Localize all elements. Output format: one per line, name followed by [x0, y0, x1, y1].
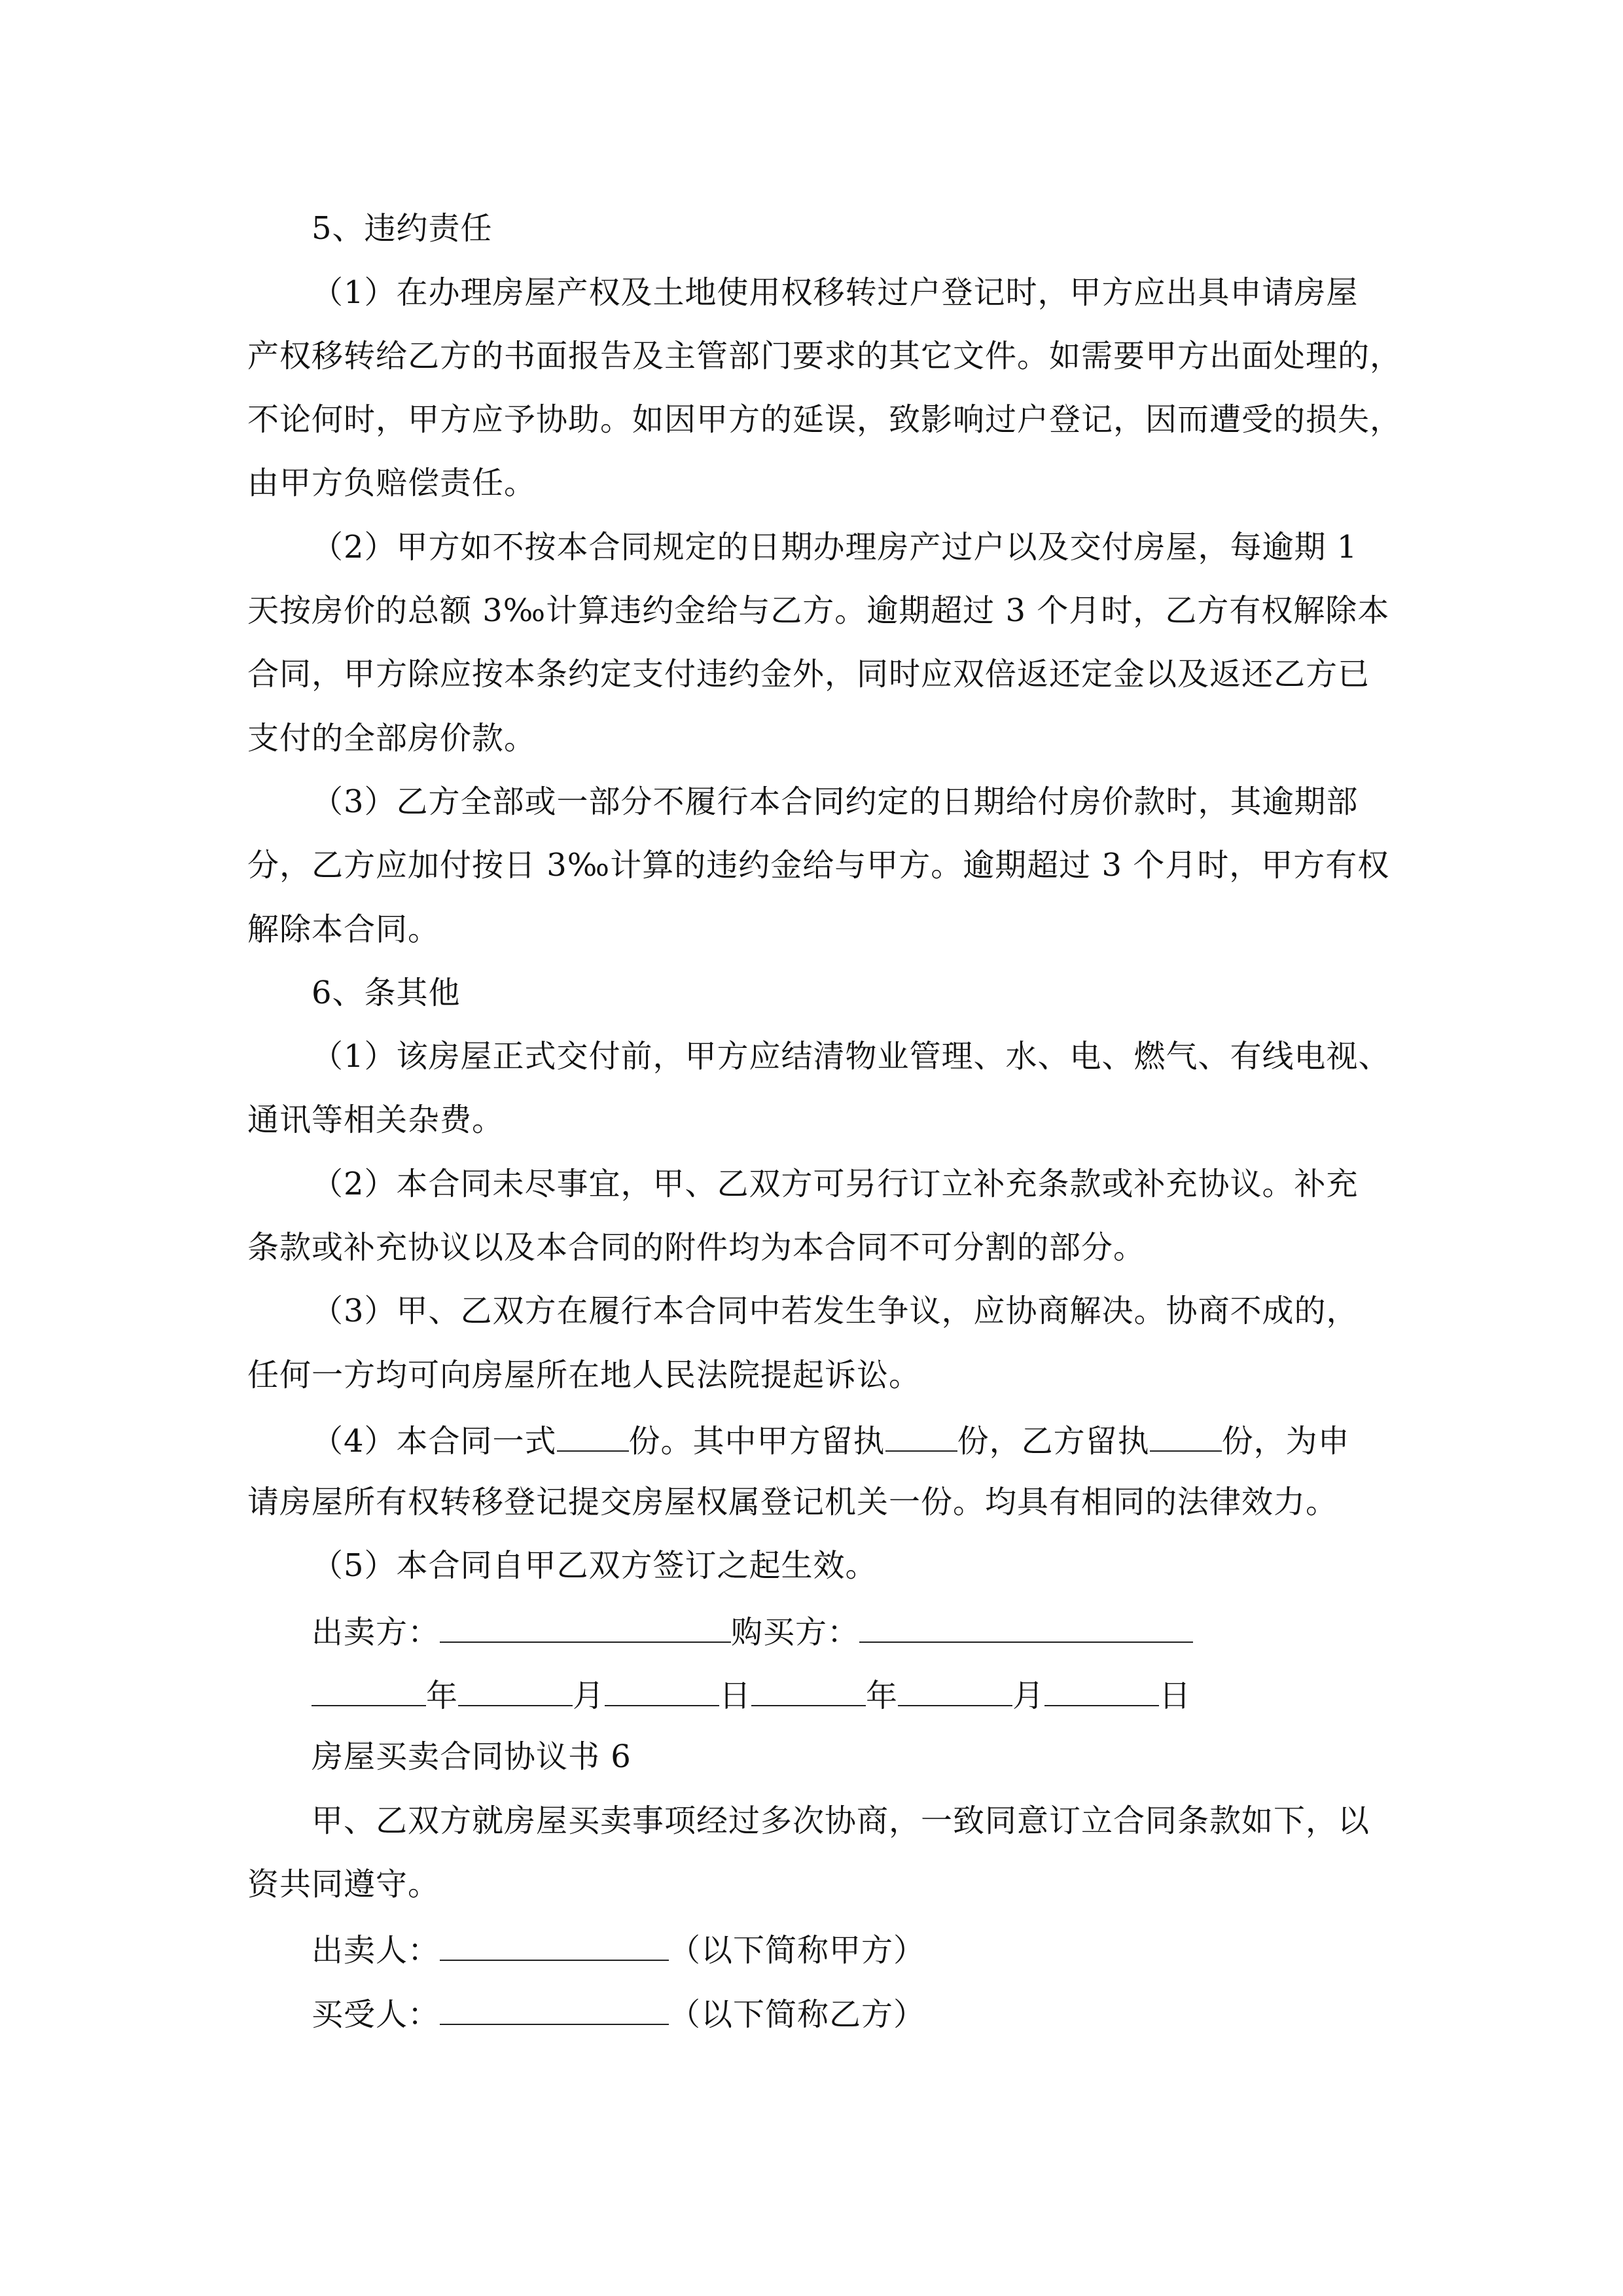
- seller-signature-blank[interactable]: [440, 1610, 731, 1643]
- copies-party-b-blank[interactable]: [1150, 1419, 1222, 1452]
- section-5-p2-line4: 支付的全部房价款。: [247, 720, 537, 757]
- seller-day-label: 日: [719, 1677, 752, 1714]
- seller-year-label: 年: [426, 1677, 459, 1714]
- contract-6-seller-blank[interactable]: [440, 1928, 669, 1961]
- section-5-p1-line3: 不论何时，甲方应予协助。如因甲方的延误，致影响过户登记，因而遭受的损失，: [247, 401, 1402, 438]
- section-6-p1-line1: （1）该房屋正式交付前，甲方应结清物业管理、水、电、燃气、有线电视、: [312, 1038, 1391, 1075]
- seller-label: 出卖方：: [312, 1614, 440, 1651]
- section-5-p1-line4: 由甲方负赔偿责任。: [247, 465, 537, 501]
- section-6-p5: （5）本合同自甲乙双方签订之起生效。: [312, 1547, 878, 1584]
- contract-6-seller-note: （以下简称甲方）: [669, 1932, 926, 1969]
- seller-day-blank[interactable]: [605, 1674, 719, 1706]
- buyer-signature-blank[interactable]: [859, 1610, 1193, 1643]
- p4-text-4: 份，为申: [1221, 1423, 1350, 1460]
- section-6-heading: 6、条其他: [312, 975, 461, 1011]
- section-6-p1-line2: 通讯等相关杂费。: [247, 1102, 505, 1138]
- buyer-year-label: 年: [866, 1677, 899, 1714]
- buyer-month-blank[interactable]: [898, 1674, 1012, 1706]
- section-5-p3-line3: 解除本合同。: [247, 911, 440, 948]
- section-6-p2-line1: （2）本合同未尽事宜，甲、乙双方可另行订立补充条款或补充协议。补充: [312, 1166, 1359, 1202]
- section-5-p1-line2: 产权移转给乙方的书面报告及主管部门要求的其它文件。如需要甲方出面处理的，: [247, 338, 1402, 374]
- p4-text-3: 份，乙方留执: [957, 1423, 1150, 1460]
- section-5-heading: 5、违约责任: [312, 210, 493, 247]
- section-6-p3-line2: 任何一方均可向房屋所在地人民法院提起诉讼。: [247, 1357, 921, 1393]
- p4-text-2: 份。其中甲方留执: [628, 1423, 885, 1460]
- section-5-p2-line3: 合同，甲方除应按本条约定支付违约金外，同时应双倍返还定金以及返还乙方已: [247, 656, 1370, 692]
- section-6-p4-line2: 请房屋所有权转移登记提交房屋权属登记机关一份。均具有相同的法律效力。: [247, 1484, 1338, 1520]
- contract-6-seller-row: [312, 1928, 925, 1967]
- section-6-p3-line1: （3）甲、乙双方在履行本合同中若发生争议，应协商解决。协商不成的，: [312, 1293, 1359, 1329]
- section-5-p3-line2: 分，乙方应加付按日 3‰计算的违约金给与甲方。逾期超过 3 个月时，甲方有权: [247, 847, 1390, 884]
- p4-text-1: （4）本合同一式: [312, 1423, 557, 1460]
- seller-month-label: 月: [573, 1677, 605, 1714]
- section-5-p2-line1: （2）甲方如不按本合同规定的日期办理房产过户以及交付房屋，每逾期 1: [312, 529, 1358, 565]
- contract-6-intro-line1: 甲、乙双方就房屋买卖事项经过多次协商，一致同意订立合同条款如下，以: [312, 1803, 1370, 1839]
- seller-year-blank[interactable]: [312, 1674, 426, 1706]
- contract-6-title: 房屋买卖合同协议书 6: [312, 1738, 632, 1775]
- seller-month-blank[interactable]: [458, 1674, 573, 1706]
- section-5-p3-line1: （3）乙方全部或一部分不履行本合同约定的日期给付房价款时，其逾期部: [312, 783, 1359, 820]
- signature-date-row: [312, 1674, 1191, 1713]
- contract-6-buyer-blank[interactable]: [440, 1992, 669, 2025]
- contract-6-buyer-row: [312, 1992, 925, 2032]
- contract-6-buyer-note: （以下简称乙方）: [669, 1996, 926, 2033]
- buyer-year-blank[interactable]: [751, 1674, 866, 1706]
- buyer-day-label: 日: [1159, 1677, 1192, 1714]
- section-5-p1-line1: （1）在办理房屋产权及土地使用权移转过户登记时，甲方应出具申请房屋: [312, 274, 1359, 311]
- contract-6-buyer-label: 买受人：: [312, 1996, 440, 2033]
- buyer-day-blank[interactable]: [1044, 1674, 1159, 1706]
- section-6-p4-line1: [312, 1419, 1350, 1458]
- contract-6-seller-label: 出卖人：: [312, 1932, 440, 1969]
- contract-6-intro-line2: 资共同遵守。: [247, 1866, 440, 1903]
- section-6-p2-line2: 条款或补充协议以及本合同的附件均为本合同不可分割的部分。: [247, 1229, 1146, 1266]
- section-5-p2-line2: 天按房价的总额 3‰计算违约金给与乙方。逾期超过 3 个月时，乙方有权解除本: [247, 592, 1390, 629]
- buyer-label: 购买方：: [731, 1614, 860, 1651]
- copies-total-blank[interactable]: [557, 1419, 629, 1452]
- signature-parties-row: [312, 1610, 1193, 1649]
- buyer-month-label: 月: [1012, 1677, 1045, 1714]
- copies-party-a-blank[interactable]: [885, 1419, 957, 1452]
